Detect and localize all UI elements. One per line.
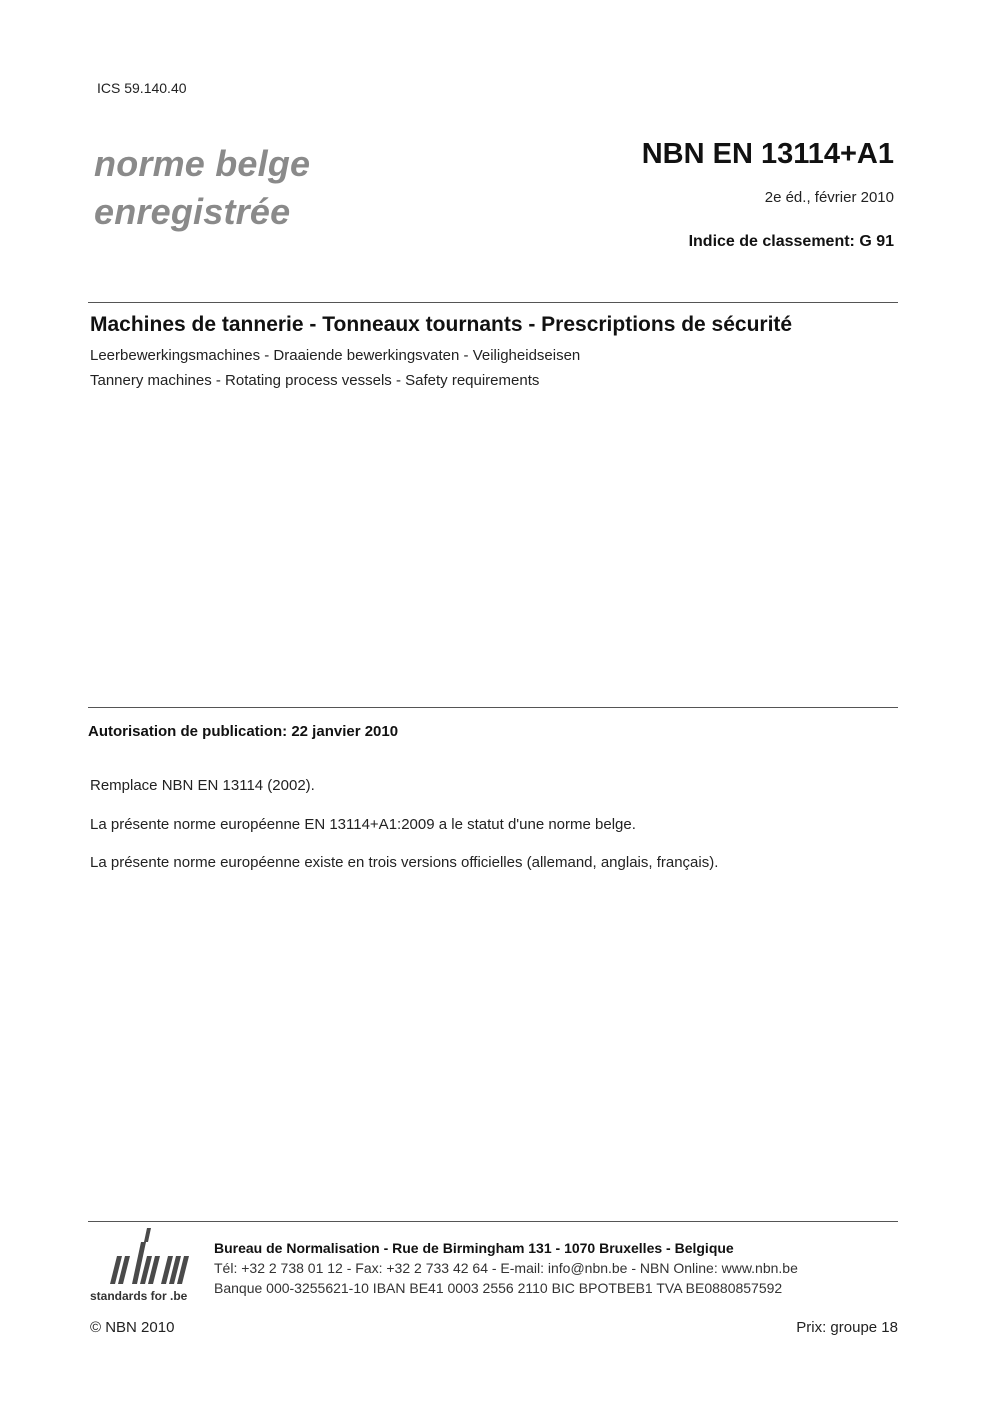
classification-index: Indice de classement: G 91	[688, 233, 894, 250]
copyright: © NBN 2010	[90, 1319, 175, 1336]
norm-type-heading	[94, 140, 310, 236]
title-english: Tannery machines - Rotating process vessels - Safety requirements	[90, 372, 540, 389]
footer-address: Bureau de Normalisation - Rue de Birmingham 131 - 1070 Bruxelles - Belgique	[214, 1240, 734, 1256]
norm-type-line-1: norme belge	[94, 143, 311, 184]
footer-divider	[88, 1221, 898, 1222]
nbn-logo	[90, 1228, 200, 1306]
footer-bank: Banque 000-3255621-10 IBAN BE41 0003 2556 2110 BIC BPOTBEB1 TVA BE0880857592	[214, 1280, 783, 1296]
middle-divider	[88, 707, 898, 708]
publication-authorization: Autorisation de publication: 22 janvier 2010	[88, 723, 399, 740]
top-divider	[88, 302, 898, 303]
edition-date: 2e éd., février 2010	[764, 189, 894, 206]
title-dutch: Leerbewerkingsmachines - Draaiende bewerkingsvaten - Veiligheidseisen	[90, 347, 581, 364]
footer-contact: Tél: +32 2 738 01 12 - Fax: +32 2 733 42 64 - E-mail: info@nbn.be - NBN Online: www.nbn.be	[214, 1260, 798, 1276]
standard-number: NBN EN 13114+A1	[641, 138, 894, 170]
note-replaces: Remplace NBN EN 13114 (2002).	[90, 777, 315, 794]
note-versions: La présente norme européenne existe en trois versions officielles (allemand, anglais, français).	[90, 854, 719, 871]
logo-tagline: standards for .be	[90, 1289, 188, 1303]
price-group: Prix: groupe 18	[796, 1319, 898, 1336]
nbn-logo-icon	[104, 1228, 196, 1286]
ics-code: ICS 59.140.40	[97, 80, 187, 96]
note-status: La présente norme européenne EN 13114+A1:2009 a le statut d'une norme belge.	[90, 816, 636, 833]
norm-type-line-2: enregistrée	[94, 191, 291, 232]
title-french: Machines de tannerie - Tonneaux tournants - Prescriptions de sécurité	[90, 313, 793, 336]
